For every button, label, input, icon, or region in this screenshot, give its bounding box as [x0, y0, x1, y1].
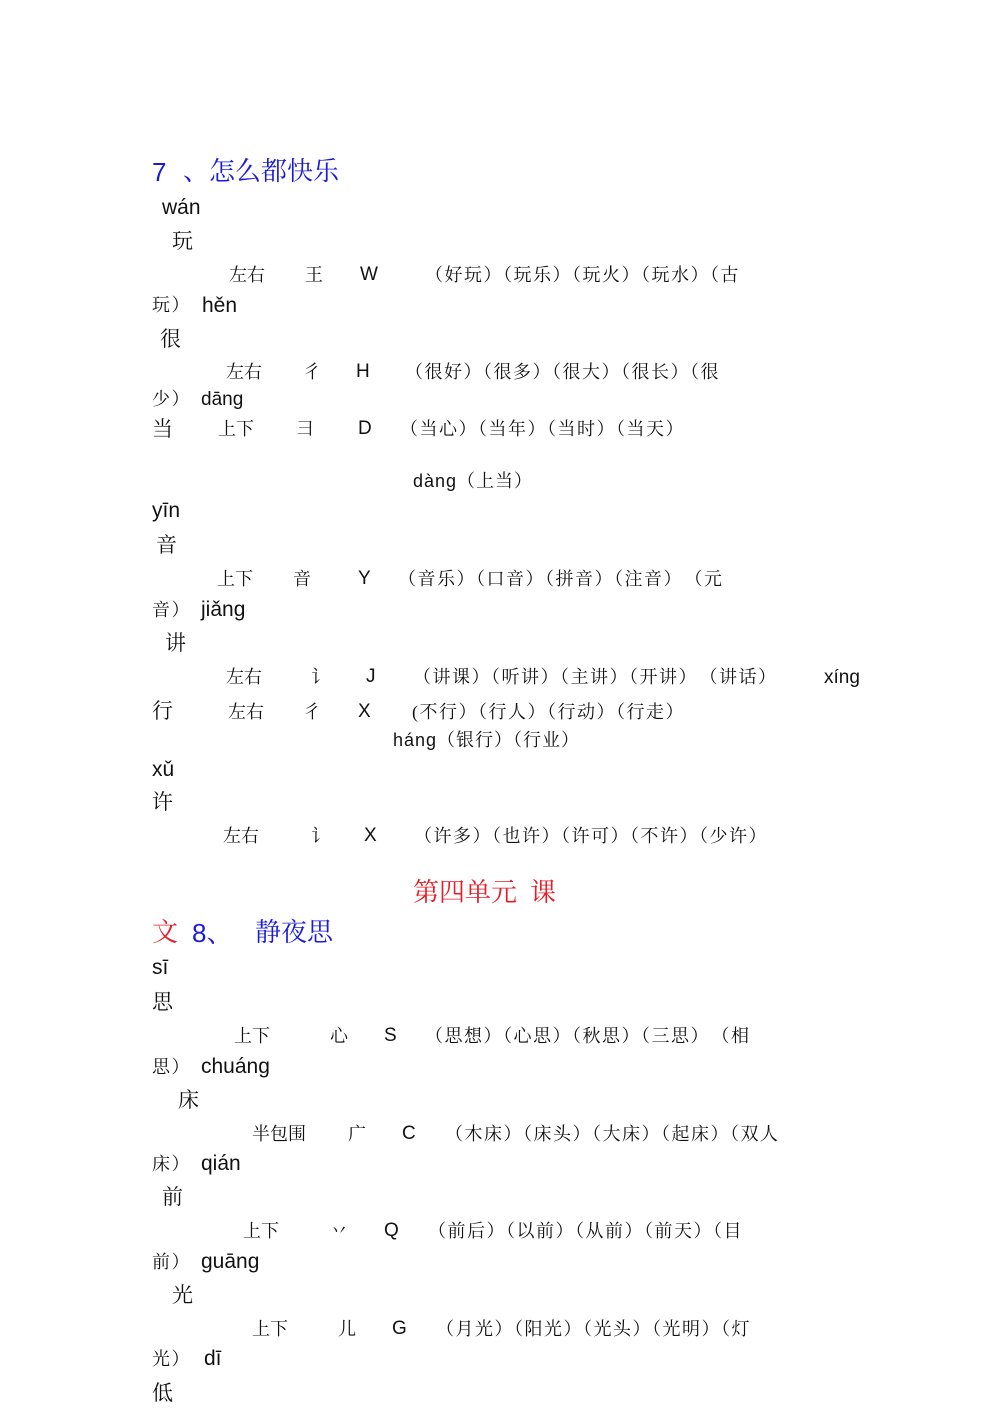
char-wan: 玩	[172, 229, 193, 253]
pinyin-jiang: jiǎng	[201, 598, 246, 621]
pinyin-hen: hěn	[202, 294, 238, 317]
letter-jiang: J	[366, 666, 376, 687]
char-xu: 许	[152, 790, 173, 814]
char-hen: 很	[160, 327, 181, 351]
words-end-guang: 光）	[152, 1349, 191, 1369]
words-end-chuang: 床）	[152, 1154, 191, 1174]
structure-wan: 左右	[229, 265, 265, 285]
radical-chuang: 广	[348, 1124, 366, 1144]
pinyin-xing: xíng	[824, 667, 860, 688]
structure-xing: 左右	[228, 702, 264, 722]
radical-yin: 音	[293, 569, 311, 589]
structure-guang: 上下	[252, 1319, 288, 1339]
structure-qian: 上下	[243, 1221, 279, 1241]
pinyin-di: dī	[204, 1347, 222, 1370]
words-dang: （当心）（当年）（当时）（当天）	[400, 419, 685, 439]
letter-xing: X	[358, 701, 371, 722]
char-si: 思	[152, 990, 173, 1014]
words-end-wan: 玩）	[152, 295, 191, 315]
words-xing: (不行）（行人）（行动）（行走）	[412, 702, 685, 722]
char-dang: 当	[152, 417, 173, 441]
lesson-8-number: 8、	[192, 918, 233, 948]
radical-guang: 儿	[338, 1319, 356, 1339]
words-chuang: （木床）（床头）（大床）（起床）（双人	[445, 1124, 780, 1144]
letter-chuang: C	[402, 1123, 416, 1144]
words-jiang: （讲课）（听讲）（主讲）（开讲） （讲话）	[413, 667, 778, 687]
structure-si: 上下	[234, 1026, 270, 1046]
words-hen: （很好）（很多）（很大）（很长）（很	[405, 362, 720, 382]
char-chuang: 床	[178, 1088, 199, 1112]
structure-dang: 上下	[218, 419, 254, 439]
words-guang: （月光）（阳光）（光头）（光明）（灯	[436, 1319, 751, 1339]
unit-title: 第四单元 课	[413, 878, 557, 907]
alt-reading-dang: dàng（上当）	[413, 471, 534, 491]
words-xu: （许多）（也许）（许可）（不许）（少许）	[414, 826, 768, 846]
radical-wan: 王	[305, 265, 323, 285]
letter-yin: Y	[358, 568, 371, 589]
pinyin-guang: guāng	[201, 1250, 260, 1273]
letter-hen: H	[356, 361, 370, 382]
letter-guang: G	[392, 1318, 407, 1339]
radical-qian: 丷	[330, 1221, 348, 1241]
char-jiang: 讲	[165, 631, 186, 655]
structure-xu: 左右	[223, 826, 259, 846]
pinyin-yin: yīn	[152, 499, 181, 522]
char-qian: 前	[162, 1185, 183, 1209]
pinyin-chuang: chuáng	[201, 1055, 270, 1078]
pinyin-qian: qián	[201, 1152, 241, 1175]
words-yin: （音乐）（口音）（拼音）（注音） （元	[398, 569, 724, 589]
letter-qian: Q	[384, 1220, 399, 1241]
radical-xu: 讠	[311, 826, 329, 846]
lesson-8-title: 静夜思	[255, 918, 334, 947]
char-di: 低	[152, 1381, 173, 1405]
radical-hen: 彳	[303, 362, 321, 382]
structure-jiang: 左右	[226, 667, 262, 687]
lesson-7-number: 7	[152, 157, 167, 187]
letter-si: S	[384, 1025, 397, 1046]
pinyin-wan: wán	[162, 196, 201, 219]
lesson-8-prefix: 文	[152, 918, 179, 947]
alt-reading-xing: háng（银行）（行业）	[393, 730, 581, 750]
char-xing: 行	[152, 699, 173, 723]
letter-dang: D	[358, 418, 372, 439]
words-qian: （前后）（以前）（从前）（前天）（目	[428, 1221, 743, 1241]
radical-xing: 彳	[303, 702, 321, 722]
structure-chuang: 半包围	[252, 1124, 306, 1144]
words-end-hen: 少）	[152, 389, 191, 409]
structure-yin: 上下	[217, 569, 253, 589]
letter-wan: W	[360, 264, 378, 285]
words-si: （思想）（心思）（秋思）（三思） （相	[425, 1026, 751, 1046]
words-wan: （好玩）（玩乐）（玩火）（玩水）（古	[425, 265, 740, 285]
char-yin: 音	[156, 533, 177, 557]
words-end-si: 思）	[152, 1057, 191, 1077]
lesson-7-title: 、怎么都快乐	[183, 157, 340, 186]
pinyin-xu: xǔ	[152, 758, 175, 781]
words-end-qian: 前）	[152, 1252, 191, 1272]
radical-jiang: 讠	[311, 667, 329, 687]
pinyin-dang: dāng	[201, 389, 244, 410]
radical-si: 心	[330, 1026, 348, 1046]
pinyin-si: sī	[152, 956, 169, 979]
words-end-yin: 音）	[152, 600, 191, 620]
structure-hen: 左右	[226, 362, 262, 382]
letter-xu: X	[364, 825, 377, 846]
char-guang: 光	[172, 1283, 193, 1307]
radical-dang: 彐	[296, 419, 314, 439]
